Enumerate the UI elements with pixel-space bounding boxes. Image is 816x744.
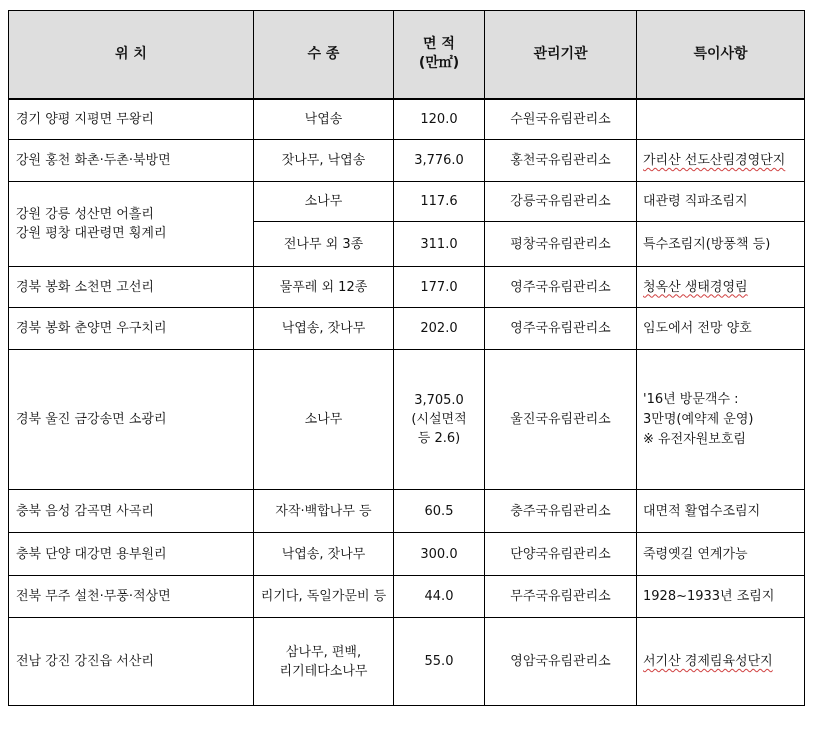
- table-row: [9, 99, 805, 140]
- cell-species: 리기다, 독일가문비 등: [254, 576, 394, 618]
- cell-note: [637, 99, 805, 140]
- cell-note: 죽령옛길 연계가능: [637, 533, 805, 576]
- header-area-label: 면 적: [423, 36, 455, 53]
- cell-location: [9, 140, 254, 182]
- species-line-1: 삼나무, 편백,: [285, 644, 362, 660]
- cell-location: 충북 단양 대강면 용부원리: [9, 533, 254, 576]
- cell-agency: 울진국유림관리소: [485, 350, 637, 490]
- area-facility-note-1: (시설면적: [411, 412, 467, 427]
- cell-agency: 강릉국유림관리소: [485, 182, 637, 222]
- area-value: 3,705.0: [414, 393, 464, 408]
- header-location: 위 치: [9, 11, 254, 99]
- cell-area: 117.6: [394, 182, 485, 222]
- cell-agency: 영주국유림관리소: [485, 308, 637, 350]
- cell-location: 경북 봉화 소천면 고선리: [9, 267, 254, 308]
- note-line-1: '16년 방문객수 :: [643, 391, 739, 407]
- cell-area: 202.0: [394, 308, 485, 350]
- cell-species: 낙엽송: [254, 99, 394, 140]
- note-line-3: ※ 유전자원보호림: [643, 431, 746, 447]
- location-text: 강원 홍천 화촌·두촌·북방면: [16, 153, 171, 168]
- forest-table-container: [8, 10, 805, 706]
- cell-agency: 영주국유림관리소: [485, 267, 637, 308]
- table-row: [9, 576, 805, 618]
- header-species: 수 종: [254, 11, 394, 99]
- note-text: 가리산 선도산림경영단지: [643, 153, 786, 168]
- cell-note: 특수조림지(방풍책 등): [637, 222, 805, 267]
- cell-agency: 무주국유림관리소: [485, 576, 637, 618]
- header-area-unit: (만㎡): [418, 55, 460, 72]
- cell-location: 전남 강진 강진읍 서산리: [9, 618, 254, 706]
- table-row: [9, 182, 805, 222]
- cell-area: 311.0: [394, 222, 485, 267]
- species-line-2: 리기테다소나무: [279, 663, 368, 679]
- cell-location-merged: [9, 182, 254, 267]
- table-row: [9, 490, 805, 533]
- cell-species: 전나무 외 3종: [254, 222, 394, 267]
- header-row: [9, 11, 805, 99]
- table-row: [9, 308, 805, 350]
- cell-agency: 수원국유림관리소: [485, 99, 637, 140]
- cell-species: 자작·백합나무 등: [254, 490, 394, 533]
- cell-area: 3,776.0: [394, 140, 485, 182]
- cell-species: 낙엽송, 잣나무: [254, 533, 394, 576]
- table-row: [9, 350, 805, 490]
- location-line-1: 강원 강릉 성산면 어흘리: [16, 207, 154, 222]
- cell-note: 임도에서 전망 양호: [637, 308, 805, 350]
- location-line-2: 강원 평창 대관령면 횡계리: [16, 226, 167, 241]
- cell-location: 경북 울진 금강송면 소광리: [9, 350, 254, 490]
- note-text: 서기산 경제림육성단지: [643, 654, 773, 669]
- cell-area: 177.0: [394, 267, 485, 308]
- cell-agency: 충주국유림관리소: [485, 490, 637, 533]
- cell-location: 전북 무주 설천·무풍·적상면: [9, 576, 254, 618]
- cell-species: 소나무: [254, 350, 394, 490]
- cell-note: [637, 140, 805, 182]
- cell-area: 300.0: [394, 533, 485, 576]
- cell-agency: 단양국유림관리소: [485, 533, 637, 576]
- header-area: [394, 11, 485, 99]
- cell-agency: 홍천국유림관리소: [485, 140, 637, 182]
- location-text: 경기 양평 지평면 무왕리: [16, 111, 154, 127]
- cell-species: 잣나무, 낙엽송: [254, 140, 394, 182]
- cell-agency: 평창국유림관리소: [485, 222, 637, 267]
- cell-note: 대면적 활엽수조림지: [637, 490, 805, 533]
- note-text: 청옥산 생태경영림: [643, 279, 748, 295]
- cell-location: [9, 99, 254, 140]
- area-facility-note-2: 등 2.6): [417, 431, 461, 446]
- cell-area: [394, 350, 485, 490]
- cell-species: 소나무: [254, 182, 394, 222]
- cell-location: 충북 음성 감곡면 사곡리: [9, 490, 254, 533]
- cell-agency: 영암국유림관리소: [485, 618, 637, 706]
- cell-note: 대관령 직파조림지: [637, 182, 805, 222]
- cell-location: 경북 봉화 춘양면 우구치리: [9, 308, 254, 350]
- cell-note: [637, 350, 805, 490]
- national-forest-table: [8, 10, 805, 706]
- table-row: [9, 140, 805, 182]
- table-row: [9, 533, 805, 576]
- header-agency: 관리기관: [485, 11, 637, 99]
- cell-area: 60.5: [394, 490, 485, 533]
- cell-note: 1928~1933년 조림지: [637, 576, 805, 618]
- table-row: [9, 267, 805, 308]
- cell-note: [637, 618, 805, 706]
- cell-species: 물푸레 외 12종: [254, 267, 394, 308]
- cell-note: [637, 267, 805, 308]
- table-row: [9, 618, 805, 706]
- cell-area: 55.0: [394, 618, 485, 706]
- cell-species: 낙엽송, 잣나무: [254, 308, 394, 350]
- cell-area: 120.0: [394, 99, 485, 140]
- header-notes: 특이사항: [637, 11, 805, 99]
- note-line-2: 3만명(예약제 운영): [643, 411, 754, 427]
- cell-area: 44.0: [394, 576, 485, 618]
- cell-species: [254, 618, 394, 706]
